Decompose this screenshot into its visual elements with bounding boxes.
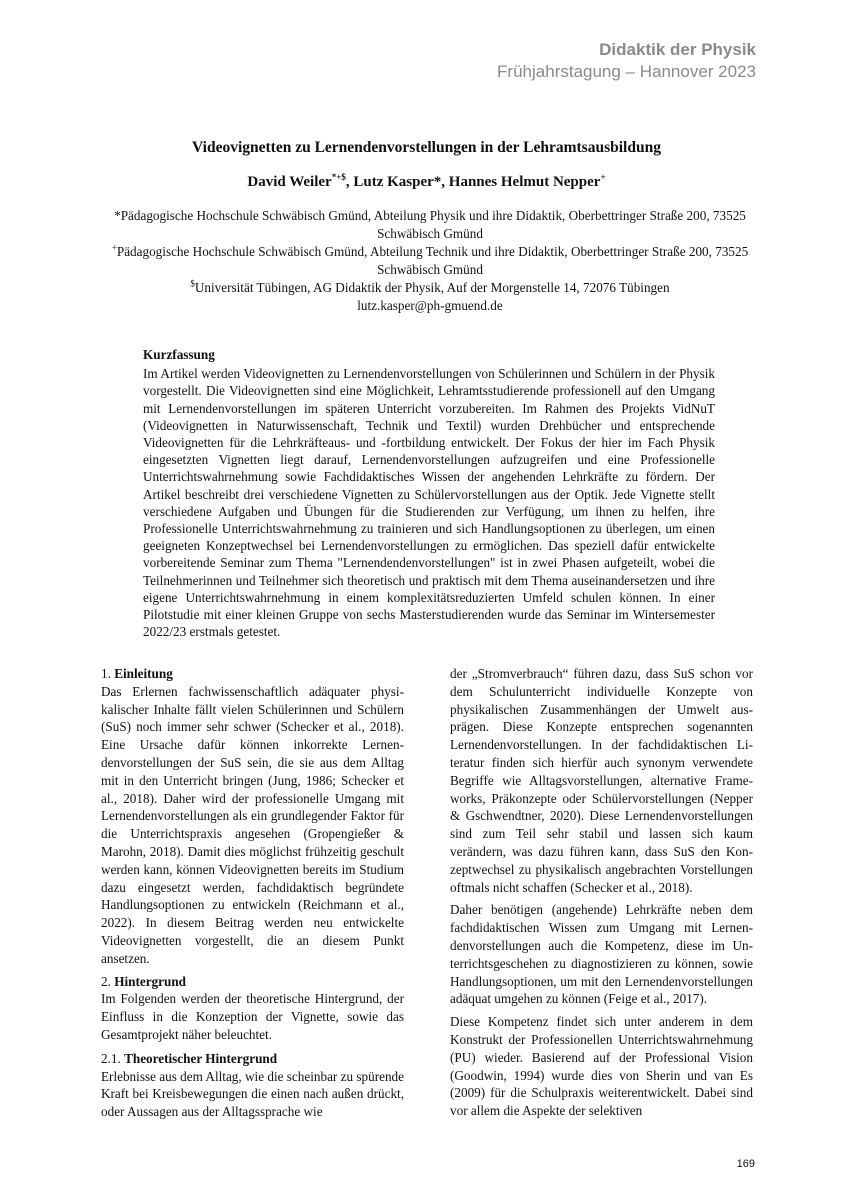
section-2-1-text: Erlebnisse aus dem Alltag, wie die scheinbar zu spürende Kraft bei Kreisbewegungen die einen nach außen drückt, oder Aussagen aus der Alltagssprache wie	[101, 1068, 404, 1120]
contact-email[interactable]: lutz.kasper@ph-gmuend.de	[357, 298, 503, 313]
section-2-1-heading	[101, 1050, 404, 1068]
right-paragraph-3: Diese Kompetenz findet sich unter anderem in dem Konstrukt der Professionellen Unterrichtswahrnehmung (PU) wieder. Basierend auf der Professional Vision (Goodwin, 1994) wurde dies von Sherin und van Es (2009) für die Schulpraxis weiterentwickelt. Dabei sind vor allem die Aspekte der selektiven	[450, 1014, 753, 1119]
left-column	[101, 665, 404, 1126]
affiliation-2	[100, 243, 760, 279]
section-2-text: Im Folgenden werden der theoretische Hintergrund, der Einfluss in die Konzeption der Vignette, sowie das Gesamtprojekt näher beleuchtet.	[101, 991, 404, 1042]
affiliation-3	[100, 279, 760, 297]
section-2-heading	[101, 973, 404, 991]
section-1-heading	[101, 665, 404, 683]
section-1-number: 1.	[101, 666, 111, 681]
section-1-text: Das Erlernen fachwissenschaftlich adäquater physikalischer Inhalte fällt vielen Schülerinnen und Schülern (SuS) noch immer sehr schwer (Schecker et al., 2018). Eine Ursache dafür können inkorrekte Lernendenvorstellungen der SuS sein, die sie aus dem Alltag mit in den Unterricht bringen (Jung, 1986; Schecker et al., 2018). Daher wird der professionelle Umgang mit Lernendenvorstellungen als ein grundlegender Faktor für die Unterrichtspraxis angesehen (Gropengießer & Marohn, 2018). Damit dies möglichst frühzeitig geschult werden kann, können Videovignetten bereits im Studium dazu eingesetzt werden, fachdidaktisch begründete Handlungsoptionen zu entwickeln (Reichmann et al., 2022). In diesem Beitrag werden neu entwickelte Videovignetten vorgestellt, die an diesem Punkt ansetzen.	[101, 683, 404, 966]
affiliation-3-mark: $	[190, 278, 195, 289]
abstract-text: Im Artikel werden Videovignetten zu Lernendenvorstellungen von Schülerinnen und Schülern in der Physik vorgestellt. Die Videovignetten sind eine Möglichkeit, Lehramtsstudierende professionell auf den Umgang mit Lernendenvorstellungen im späteren Unterricht vorzubereiten. Im Rahmen des Projekts VidNuT (Videovignetten in Naturwissenschaft, Technik und Textil) wurden Drehbücher und entsprechende Videovignetten für die Lehrkräfteaus- und -fortbildung entwickelt. Der Fokus der hier im Fach Physik eingesetzten Vignetten liegt darauf, Lernendenvorstellungen aufzugreifen und eine Professionelle Unterrichtswahrnehmung sowie Fachdidaktisches Wissen der angehenden Lehrkräfte zu fördern. Der Artikel beschreibt drei verschiedene Vignetten zu Schülervorstellungen aus der Optik. Jede Vignette stellt verschiedene Aufgaben und Übungen für die Studierenden zur Verfügung, um ihnen zu helfen, ihre Professionelle Unterrichtswahrnehmung zu trainieren und sich Handlungsoptionen zu überlegen, um einen geeigneten Konzeptwechsel bei Lernendenvorstellungen zu ermöglichen. Das speziell dafür entwickelte vorbereitende Seminar zum Thema "Lernendendenvorstellungen" ist in zwei Phasen aufgeteilt, wobei die Teilnehmerinnen und Teilnehmer sich theoretisch und praktisch mit dem Thema auseinandersetzen und ihre eigene Unterrichtswahrnehmung in einem komplexitätsreduzierten Umfeld schulen können. In einer Pilotstudie mit einer kleinen Gruppe von sechs Masterstudierenden wurde das Seminar im Wintersemester 2022/23 erstmals getestet.	[143, 366, 715, 640]
paper-title: Videovignetten zu Lernendenvorstellungen in der Lehramtsausbildung	[192, 139, 661, 156]
section-2-title: Hintergrund	[114, 973, 186, 989]
right-paragraph-1: der „Stromverbrauch“ führen dazu, dass SuS schon vor dem Schulunterricht individuelle Konzepte von physikalischen Zusammenhängen der Umwelt ausprägen. Diese Konzepte entsprechen sogenannten Lernendenvorstellungen. In der fachdidaktischen Literatur finden sich hierfür auch synonym verwendete Begriffe wie Alltagsvorstellungen, alternative Frameworks, Präkonzepte oder Schülervorstellungen (Nepper & Gschwendtner, 2020). Diese Lernendenvorstellungen sind zum Teil sehr stabil und lassen sich kaum verändern, was dazu führen kann, dass SuS den Konzeptwechsel zu physikalisch angebrachten Vorstellungen oftmals nicht schaffen (Schecker et al., 2018).	[450, 666, 753, 895]
author-weiler: David Weiler	[247, 174, 332, 190]
affiliation-1: *Pädagogische Hochschule Schwäbisch Gmünd, Abteilung Physik und ihre Didaktik, Oberbettringer Straße 200, 73525 Schwäbisch Gmünd	[114, 208, 746, 241]
author-others: , Lutz Kasper*, Hannes Helmut Nepper	[345, 174, 601, 190]
section-2-1-title: Theoretischer Hintergrund	[124, 1050, 278, 1066]
abstract	[143, 346, 715, 640]
right-column	[450, 665, 753, 1125]
conference-name: Didaktik der Physik	[599, 40, 756, 59]
affiliation-2-text: Pädagogische Hochschule Schwäbisch Gmünd, Abteilung Technik und ihre Didaktik, Oberbettringer Straße 200, 73525 Schwäbisch Gmünd	[116, 244, 749, 277]
conference-event: Frühjahrstagung – Hannover 2023	[497, 62, 756, 81]
section-2-number: 2.	[101, 973, 111, 989]
page-number: 169	[736, 1158, 755, 1170]
affiliation-3-text: Universität Tübingen, AG Didaktik der Physik, Auf der Morgenstelle 14, 72076 Tübingen	[194, 280, 670, 295]
section-2-1-number: 2.1.	[101, 1050, 121, 1066]
author-nepper-mark: +	[600, 172, 606, 182]
abstract-heading: Kurzfassung	[143, 347, 215, 362]
author-line	[0, 174, 853, 191]
right-paragraph-2: Daher benötigen (angehende) Lehrkräfte neben dem fachdidaktischen Wissen zum Umgang mit Lernendenvorstellungen auch die Kompetenz, diese im Unterrichtsgeschehen zu diagnostizieren zu können, sowie Handlungsoptionen, um mit den Lernendenvorstellungen adäquat umgehen zu können (Feige et al., 2017).	[450, 902, 753, 1007]
section-1-title: Einleitung	[114, 666, 173, 681]
author-weiler-marks: *+$	[331, 172, 346, 182]
affiliations	[100, 207, 760, 315]
affiliation-2-mark: +	[111, 242, 117, 253]
